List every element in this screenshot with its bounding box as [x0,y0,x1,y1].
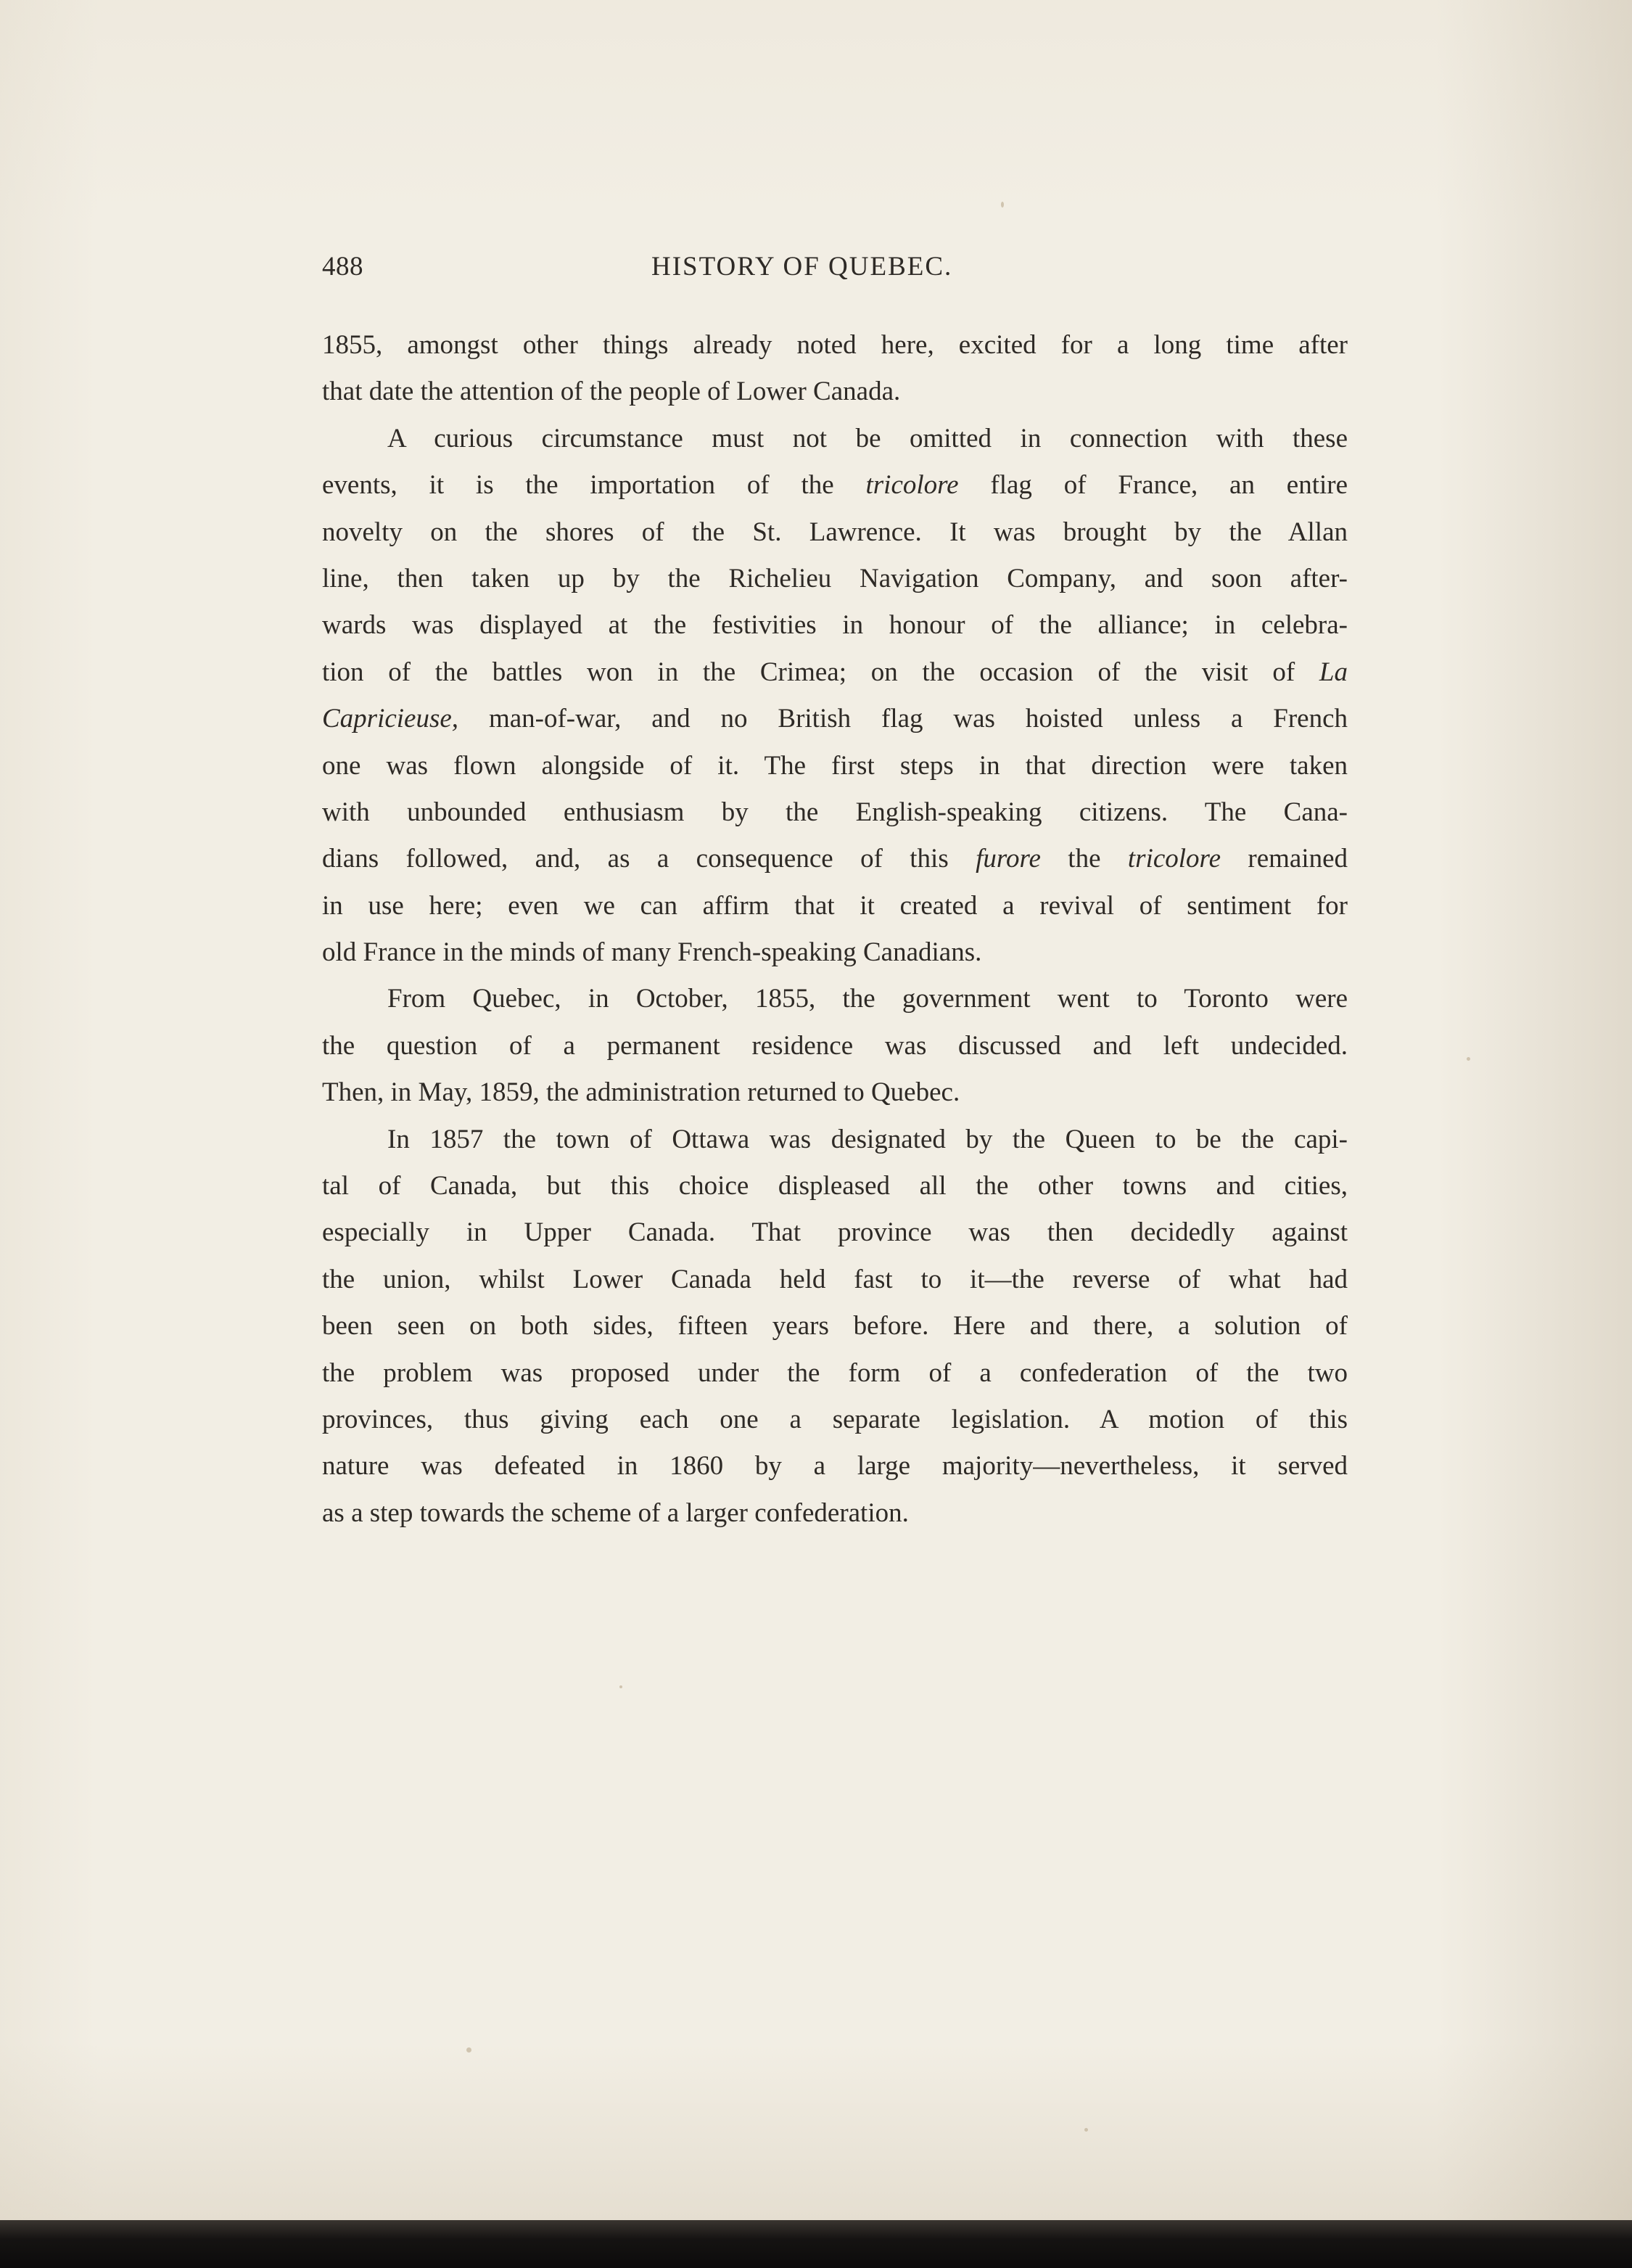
page-number: 488 [322,252,363,282]
text-segment: remained [1248,844,1348,874]
text-segment: man-of-war, and no British flag was hoisted unless a French [488,704,1348,734]
text-segment: dians followed, and, as a consequence of this [322,844,949,874]
text-line [322,462,1348,509]
text-line: the question of a permanent residence was discussed and left undecided. [322,1030,1348,1061]
text-line: with unbounded enthusiasm by the English-speaking citizens. The Cana- [322,797,1348,827]
text-segment: events, it is the importation of the [322,470,834,501]
running-head [322,251,1352,287]
body-text [322,322,1348,1537]
text-line: wards was displayed at the festivities in honour of the alliance; in celebra- [322,610,1348,641]
text-line: been seen on both sides, fifteen years before. Here and there, a solution of [322,1311,1348,1342]
text-line: 1855, amongst other things already noted here, excited for a long time after [322,330,1348,360]
text-line: that date the attention of the people of Lower Canada. [322,377,901,407]
text-line: the problem was proposed under the form of a confederation of the two [322,1357,1348,1388]
paper-speck [1467,1057,1470,1061]
text-line: as a step towards the scheme of a larger confederation. [322,1497,909,1528]
text-segment: flag of France, an entire [990,470,1348,501]
text-line [322,836,1348,882]
paper-speck [619,1685,622,1688]
italic-term: furore [976,844,1041,874]
italic-term: Capricieuse, [322,704,459,734]
text-line: In 1857 the town of Ottawa was designated by the Queen to be the capi- [387,1124,1348,1154]
text-line: nature was defeated in 1860 by a large majority—nevertheless, it served [322,1451,1348,1482]
text-line: From Quebec, in October, 1855, the government went to Toronto were [387,984,1348,1014]
text-line: A curious circumstance must not be omitted in connection with these [387,423,1348,453]
text-segment: tion of the battles won in the Crimea; on the occasion of the visit of [322,657,1295,687]
text-line: old France in the minds of many French-speaking Canadians. [322,937,982,968]
text-line: in use here; even we can affirm that it created a revival of sentiment for [322,890,1348,921]
text-line: Then, in May, 1859, the administration returned to Quebec. [322,1077,960,1108]
text-segment: the [1068,844,1101,874]
text-line: tal of Canada, but this choice displeased all the other towns and cities, [322,1171,1348,1201]
paragraph-4 [322,1117,1348,1537]
paper-speck [466,2047,471,2053]
paragraph-3 [322,976,1348,1116]
text-line: especially in Upper Canada. That province was then decidedly against [322,1217,1348,1248]
text-line: the union, whilst Lower Canada held fast to it—the reverse of what had [322,1264,1348,1294]
text-line: provinces, thus giving each one a separate legislation. A motion of this [322,1404,1348,1434]
paper-speck [1084,2128,1088,2132]
text-line [322,696,1348,742]
italic-term: tricolore [1127,844,1221,874]
text-line: one was flown alongside of it. The first steps in that direction were taken [322,750,1348,781]
italic-term: tricolore [865,470,959,501]
paragraph-2 [322,416,1348,977]
italic-term: La [1319,657,1348,687]
running-title: HISTORY OF QUEBEC. [651,252,953,282]
text-line: line, then taken up by the Richelieu Navigation Company, and soon after- [322,563,1348,593]
paper-speck [1001,202,1004,208]
text-line: novelty on the shores of the St. Lawrence. It was brought by the Allan [322,517,1348,547]
paragraph-1 [322,322,1348,416]
scan-bottom-edge [0,2220,1632,2268]
text-line [322,649,1348,696]
